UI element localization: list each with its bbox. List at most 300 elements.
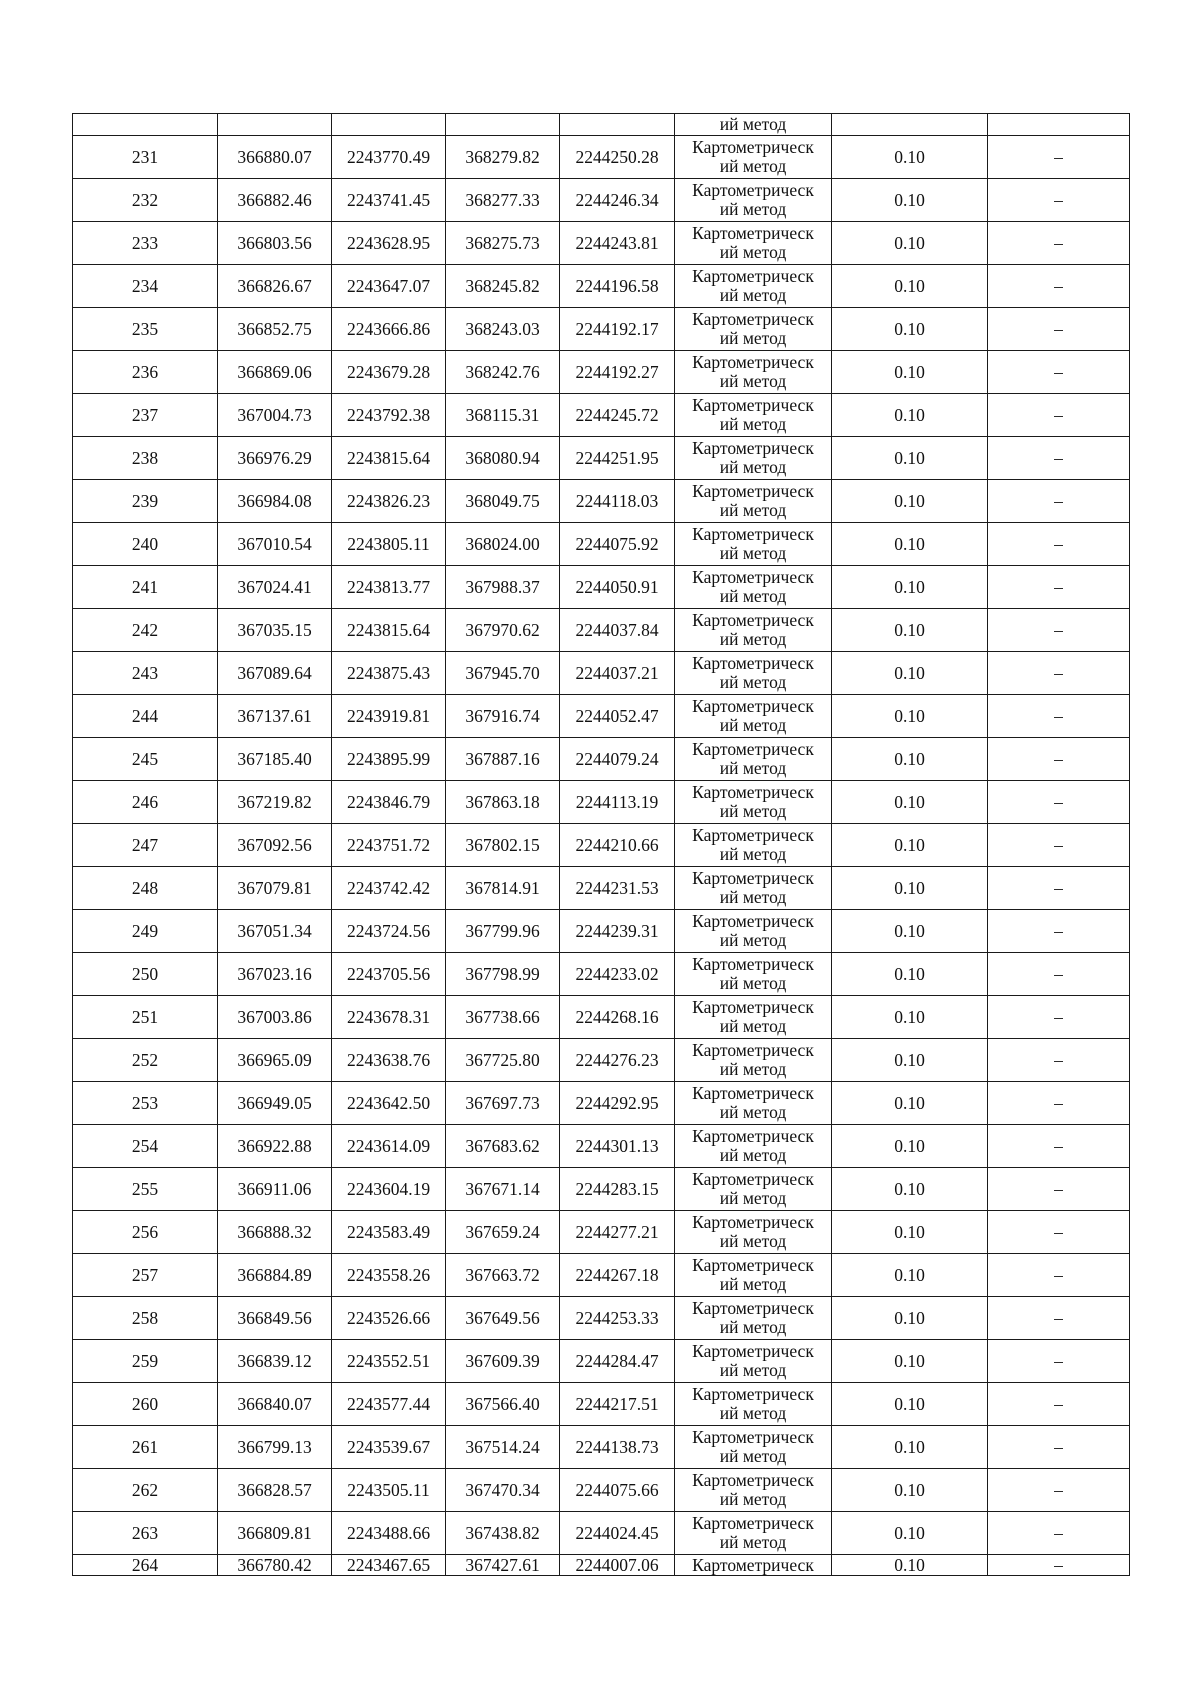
cell-number: 235 [73,308,218,351]
cell-method [675,1211,832,1254]
cell-number: 238 [73,437,218,480]
cell-accuracy: 0.10 [832,1426,988,1469]
cell-x2: 367814.91 [446,867,560,910]
cell-y2: 2244284.47 [560,1340,675,1383]
method-line-1: Картометрическ [692,696,814,716]
cell-y2: 2244210.66 [560,824,675,867]
cell-number: 253 [73,1082,218,1125]
table-row [73,738,1130,781]
method-line-1: Картометрическ [692,1255,814,1275]
method-line-1: Картометрическ [692,782,814,802]
table-row [73,1297,1130,1340]
method-line-1: Картометрическ [692,610,814,630]
method-line-1: Картометрическ [692,653,814,673]
method-line-2: ий метод [719,1102,787,1122]
continuation-row [73,114,1130,136]
cell-number: 237 [73,394,218,437]
cell-note: – [988,308,1130,351]
method-line-2: ий метод [719,715,787,735]
method-line-2: ий метод [719,758,787,778]
cell-method [675,824,832,867]
cell-accuracy: 0.10 [832,910,988,953]
method-line-1: Картометрическ [692,395,814,415]
cell-accuracy: 0.10 [832,308,988,351]
table-row [73,1426,1130,1469]
method-line-1: Картометрическ [692,137,814,157]
cell-x1: 366922.88 [218,1125,332,1168]
cell-x1: 366849.56 [218,1297,332,1340]
method-line-2: ий метод [719,543,787,563]
cell-x2: 367697.73 [446,1082,560,1125]
method-line-2: ий метод [719,973,787,993]
cell-method [675,1082,832,1125]
method-line-1: Картометрическ [692,223,814,243]
cell-number: 256 [73,1211,218,1254]
method-line-1: Картометрическ [692,1513,814,1533]
cell-note: – [988,609,1130,652]
cell-x1: 367004.73 [218,394,332,437]
cell-note: – [988,695,1130,738]
cell-method [675,179,832,222]
cell-x2: 368245.82 [446,265,560,308]
method-line-2: ий метод [719,1403,787,1423]
cell-y2: 2244239.31 [560,910,675,953]
method-line-2: ий метод [719,1059,787,1079]
cell-method [675,308,832,351]
cell-number: 247 [73,824,218,867]
table-row [73,1469,1130,1512]
cell-x2: 367970.62 [446,609,560,652]
cell-x2: 367438.82 [446,1512,560,1555]
cell-x1: 366852.75 [218,308,332,351]
method-line-2: ий метод [719,629,787,649]
cell-accuracy: 0.10 [832,566,988,609]
cell-number: 231 [73,136,218,179]
cell-x1: 366840.07 [218,1383,332,1426]
cell-accuracy: 0.10 [832,738,988,781]
table-row [73,910,1130,953]
cell-number: 260 [73,1383,218,1426]
cell-note: – [988,738,1130,781]
table-row [73,566,1130,609]
table-row [73,1039,1130,1082]
cell-number: 254 [73,1125,218,1168]
cell-number: 234 [73,265,218,308]
method-line-2: ий метод [719,1446,787,1466]
cell-y1: 2243614.09 [332,1125,446,1168]
cell-x2: 367514.24 [446,1426,560,1469]
cell-y1: 2243813.77 [332,566,446,609]
table-body [73,114,1130,1576]
cell-accuracy: 0.10 [832,480,988,523]
cell-note: – [988,480,1130,523]
cell-method [675,136,832,179]
cell-number: 264 [73,1555,218,1576]
cell-y2: 2244292.95 [560,1082,675,1125]
cell-number: 259 [73,1340,218,1383]
cell-accuracy [832,114,988,136]
table-row [73,953,1130,996]
cell-x1: 366949.05 [218,1082,332,1125]
cell-note: – [988,1254,1130,1297]
cell-method: Картометрическ [675,1555,832,1576]
cell-y1: 2243467.65 [332,1555,446,1576]
cell-number: 241 [73,566,218,609]
table-row [73,1082,1130,1125]
method-line-1: Картометрическ [692,1384,814,1404]
cell-x1: 366780.42 [218,1555,332,1576]
cell-method [675,566,832,609]
method-line-2: ий метод [719,1317,787,1337]
cell-x2: 367470.34 [446,1469,560,1512]
method-line-2: ий метод [719,672,787,692]
table-row [73,1254,1130,1297]
table-row [73,265,1130,308]
cell-number: 250 [73,953,218,996]
method-line-2: ий метод [719,285,787,305]
cell-y1: 2243552.51 [332,1340,446,1383]
cell-x1: 366803.56 [218,222,332,265]
table-row [73,1168,1130,1211]
cell-y2: 2244075.92 [560,523,675,566]
cell-y2: 2244037.21 [560,652,675,695]
cell-x1: 366965.09 [218,1039,332,1082]
cell-note: – [988,1039,1130,1082]
cell-y1: 2243741.45 [332,179,446,222]
method-line-1: Картометрическ [692,825,814,845]
cell-x2: 368242.76 [446,351,560,394]
cell-accuracy: 0.10 [832,867,988,910]
cell-note [988,114,1130,136]
cell-x2 [446,114,560,136]
method-line-1: Картометрическ [692,266,814,286]
cell-y1: 2243642.50 [332,1082,446,1125]
cell-x2: 368275.73 [446,222,560,265]
cell-method [675,1469,832,1512]
method-line-2: ий метод [719,586,787,606]
cell-y1: 2243558.26 [332,1254,446,1297]
method-line-2: ий метод [719,801,787,821]
cell-x1: 367023.16 [218,953,332,996]
method-line-1: Картометрическ [692,1470,814,1490]
method-line-1: Картометрическ [692,180,814,200]
cell-x2: 367671.14 [446,1168,560,1211]
cell-accuracy: 0.10 [832,222,988,265]
cell-y1: 2243604.19 [332,1168,446,1211]
cell-method [675,437,832,480]
cell-method [675,867,832,910]
cell-number: 258 [73,1297,218,1340]
cell-method [675,738,832,781]
cell-number: 255 [73,1168,218,1211]
cell-y2: 2244277.21 [560,1211,675,1254]
cell-x1: 367024.41 [218,566,332,609]
table-row [73,136,1130,179]
cell-note: – [988,1512,1130,1555]
table-row [73,824,1130,867]
method-line-1: Картометрическ [692,1169,814,1189]
cell-y2: 2244217.51 [560,1383,675,1426]
cell-method [675,1383,832,1426]
cell-method [675,1512,832,1555]
method-line-2: ий метод [719,1231,787,1251]
cell-y2: 2244192.27 [560,351,675,394]
cell-method [675,222,832,265]
table-row [73,222,1130,265]
cell-x2: 367427.61 [446,1555,560,1576]
cell-x2: 368279.82 [446,136,560,179]
method-line-1: Картометрическ [692,954,814,974]
cell-number: 245 [73,738,218,781]
method-line-2: ий метод [719,328,787,348]
cell-x2: 367738.66 [446,996,560,1039]
cell-method [675,652,832,695]
cell-note: – [988,1168,1130,1211]
cell-accuracy: 0.10 [832,1469,988,1512]
cell-method [675,1125,832,1168]
method-line-1: Картометрическ [692,309,814,329]
cell-note: – [988,996,1130,1039]
method-line-2: ий метод [719,414,787,434]
cell-x2: 367887.16 [446,738,560,781]
cell-note: – [988,1340,1130,1383]
cell-x1: 367051.34 [218,910,332,953]
cell-x2: 367799.96 [446,910,560,953]
cell-x1: 366984.08 [218,480,332,523]
cell-y1: 2243751.72 [332,824,446,867]
cell-accuracy: 0.10 [832,265,988,308]
table-row [73,179,1130,222]
cell-note: – [988,1297,1130,1340]
table-row [73,1211,1130,1254]
method-line-2: ий метод [719,199,787,219]
cell-x1: 366911.06 [218,1168,332,1211]
cell-method [675,265,832,308]
cell-accuracy: 0.10 [832,437,988,480]
cell-y2: 2244276.23 [560,1039,675,1082]
cell-note: – [988,867,1130,910]
cell-number: 239 [73,480,218,523]
cell-number [73,114,218,136]
cell-note: – [988,910,1130,953]
cell-x2: 367725.80 [446,1039,560,1082]
cell-x1: 366799.13 [218,1426,332,1469]
cell-y2: 2244113.19 [560,781,675,824]
cell-y1: 2243628.95 [332,222,446,265]
cell-note: – [988,566,1130,609]
cell-accuracy: 0.10 [832,1555,988,1576]
method-line-1: Картометрическ [692,481,814,501]
cell-note: – [988,222,1130,265]
cell-y2: 2244245.72 [560,394,675,437]
table-row [73,652,1130,695]
cell-accuracy: 0.10 [832,695,988,738]
method-line-2: ий метод [719,1532,787,1552]
cell-x1: 367035.15 [218,609,332,652]
cell-number: 252 [73,1039,218,1082]
cell-y1: 2243742.42 [332,867,446,910]
cell-x1: 366839.12 [218,1340,332,1383]
cell-number: 251 [73,996,218,1039]
cell-y1: 2243583.49 [332,1211,446,1254]
cell-y2: 2244251.95 [560,437,675,480]
method-line-2: ий метод [719,844,787,864]
method-line-1: Картометрическ [692,1298,814,1318]
table-row [73,1340,1130,1383]
cell-y2: 2244079.24 [560,738,675,781]
method-line-1: Картометрическ [692,1040,814,1060]
cell-y1: 2243770.49 [332,136,446,179]
cell-accuracy: 0.10 [832,394,988,437]
cell-note: – [988,652,1130,695]
table-row [73,695,1130,738]
table-row [73,308,1130,351]
method-line-2: ий метод [719,1188,787,1208]
table-row [73,394,1130,437]
table-row [73,1125,1130,1168]
cell-x1: 366880.07 [218,136,332,179]
cell-y2: 2244253.33 [560,1297,675,1340]
cell-accuracy: 0.10 [832,953,988,996]
cell-x1: 366882.46 [218,179,332,222]
cell-y2: 2244246.34 [560,179,675,222]
cell-x2: 367863.18 [446,781,560,824]
cell-y1: 2243846.79 [332,781,446,824]
cell-y2: 2244075.66 [560,1469,675,1512]
cell-note: – [988,136,1130,179]
cell-y2: 2244138.73 [560,1426,675,1469]
cell-y1: 2243526.66 [332,1297,446,1340]
cell-x1: 367003.86 [218,996,332,1039]
cell-note: – [988,1426,1130,1469]
cell-number: 263 [73,1512,218,1555]
cell-x2: 368277.33 [446,179,560,222]
cell-x2: 367945.70 [446,652,560,695]
method-line-2: ий метод [719,1360,787,1380]
cell-x2: 367649.56 [446,1297,560,1340]
cell-y1: 2243679.28 [332,351,446,394]
cell-y2: 2244192.17 [560,308,675,351]
cell-method [675,695,832,738]
cell-accuracy: 0.10 [832,824,988,867]
cell-y2: 2244233.02 [560,953,675,996]
table-row [73,996,1130,1039]
cell-y1: 2243724.56 [332,910,446,953]
method-line-1: Картометрическ [692,911,814,931]
cell-note: – [988,394,1130,437]
cell-accuracy: 0.10 [832,652,988,695]
cell-x1: 366976.29 [218,437,332,480]
cell-x1: 366869.06 [218,351,332,394]
cell-number: 232 [73,179,218,222]
cell-number: 243 [73,652,218,695]
method-line-1: Картометрическ [692,1427,814,1447]
cell-y1: 2243815.64 [332,609,446,652]
cell-x1: 367089.64 [218,652,332,695]
cell-y2: 2244243.81 [560,222,675,265]
cell-note: – [988,523,1130,566]
cell-method [675,996,832,1039]
method-line-1: Картометрическ [692,868,814,888]
cell-y2 [560,114,675,136]
cell-x2: 367683.62 [446,1125,560,1168]
cell-y2: 2244301.13 [560,1125,675,1168]
cell-y1: 2243539.67 [332,1426,446,1469]
cell-number: 240 [73,523,218,566]
cell-y1: 2243895.99 [332,738,446,781]
cell-accuracy: 0.10 [832,1340,988,1383]
cell-accuracy: 0.10 [832,1082,988,1125]
method-line-2: ий метод [719,887,787,907]
cell-y1: 2243792.38 [332,394,446,437]
cell-accuracy: 0.10 [832,1254,988,1297]
cell-note: – [988,179,1130,222]
cell-note: – [988,351,1130,394]
cell-note: – [988,1469,1130,1512]
cell-x2: 367988.37 [446,566,560,609]
cell-x1 [218,114,332,136]
cell-method [675,910,832,953]
cell-x1: 366884.89 [218,1254,332,1297]
cell-accuracy: 0.10 [832,781,988,824]
cell-y2: 2244007.06 [560,1555,675,1576]
cell-method [675,781,832,824]
method-line-2: ий метод [719,1016,787,1036]
cell-y2: 2244250.28 [560,136,675,179]
cell-accuracy: 0.10 [832,609,988,652]
cell-y2: 2244283.15 [560,1168,675,1211]
cell-x1: 366826.67 [218,265,332,308]
cell-x1: 367010.54 [218,523,332,566]
cell-x1: 366888.32 [218,1211,332,1254]
cell-y1: 2243647.07 [332,265,446,308]
cell-method [675,1426,832,1469]
cell-y1: 2243577.44 [332,1383,446,1426]
cell-number: 236 [73,351,218,394]
method-line-2: ий метод [719,930,787,950]
cell-note: – [988,953,1130,996]
cell-method [675,351,832,394]
cell-number: 246 [73,781,218,824]
cell-accuracy: 0.10 [832,351,988,394]
method-line-1: Картометрическ [692,1341,814,1361]
cell-x1: 366828.57 [218,1469,332,1512]
cell-accuracy: 0.10 [832,1168,988,1211]
cell-method: ий метод [675,114,832,136]
cell-note: – [988,1125,1130,1168]
cell-method [675,1168,832,1211]
method-line-1: Картометрическ [692,1083,814,1103]
cell-number: 262 [73,1469,218,1512]
cell-accuracy: 0.10 [832,1125,988,1168]
cell-y1 [332,114,446,136]
table-row [73,867,1130,910]
cell-x2: 367916.74 [446,695,560,738]
cell-note: – [988,1383,1130,1426]
method-line-2: ий метод [719,1274,787,1294]
method-line-1: Картометрическ [692,739,814,759]
cell-x2: 368080.94 [446,437,560,480]
cell-y1: 2243805.11 [332,523,446,566]
cell-note: – [988,824,1130,867]
cell-number: 249 [73,910,218,953]
cell-number: 244 [73,695,218,738]
table-row [73,1383,1130,1426]
method-line-1: Картометрическ [692,1212,814,1232]
cell-x2: 367798.99 [446,953,560,996]
method-line-2: ий метод [719,1145,787,1165]
cell-method [675,394,832,437]
